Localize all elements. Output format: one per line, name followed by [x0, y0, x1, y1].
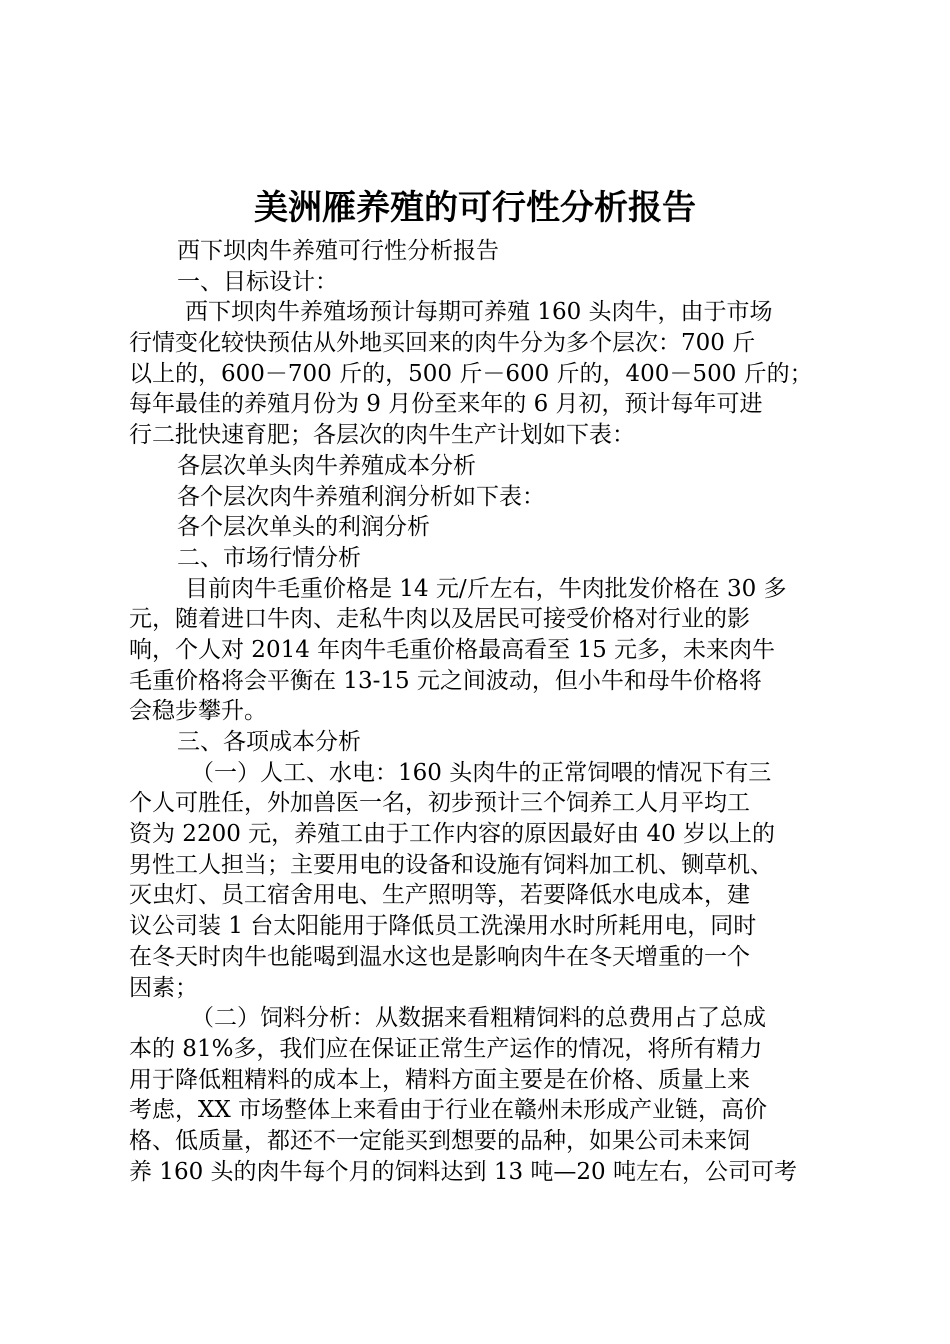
paragraph-line: 格、低质量，都还不一定能买到想要的品种，如果公司未来饲: [129, 1127, 750, 1154]
paragraph-line: 目前肉牛毛重价格是 14 元/斤左右，牛肉批发价格在 30 多: [185, 575, 787, 602]
paragraph-line: 用于降低粗精料的成本上，精料方面主要是在价格、质量上来: [129, 1066, 750, 1093]
section-heading: 二、市场行情分析: [177, 544, 361, 571]
section-heading: 三、各项成本分析: [177, 729, 361, 755]
paragraph-line: 元，随着进口牛肉、走私牛肉以及居民可接受价格对行业的影: [129, 606, 750, 633]
paragraph-line: 每年最佳的养殖月份为 9 月份至来年的 6 月初，预计每年可进: [129, 391, 763, 418]
section-heading: 一、目标设计：: [177, 268, 338, 295]
paragraph-line: 资为 2200 元，养殖工由于工作内容的原因最好由 40 岁以上的: [129, 821, 776, 848]
table-caption: 各个层次肉牛养殖利润分析如下表：: [177, 483, 545, 510]
paragraph-line: 以上的，600－700 斤的，500 斤－600 斤的，400－500 斤的；: [129, 360, 813, 387]
paragraph-line: 养 160 头的肉牛每个月的饲料达到 13 吨—20 吨左右，公司可考: [129, 1158, 797, 1185]
paragraph-line: 因素；: [129, 974, 198, 1001]
paragraph-line: 议公司装 1 台太阳能用于降低员工洗澡用水时所耗用电，同时: [129, 913, 757, 940]
paragraph-line: 毛重价格将会平衡在 13-15 元之间波动，但小牛和母牛价格将: [129, 667, 762, 694]
paragraph-line: 男性工人担当；主要用电的设备和设施有饲料加工机、铡草机、: [129, 851, 773, 878]
paragraph-line: 响，个人对 2014 年肉牛毛重价格最高看至 15 元多，未来肉牛: [129, 636, 776, 663]
paragraph-line: （一）人工、水电：160 头肉牛的正常饲喂的情况下有三: [191, 759, 772, 786]
table-caption: 各个层次单头的利润分析: [177, 514, 430, 541]
paragraph-line: 西下坝肉牛养殖场预计每期可养殖 160 头肉牛，由于市场: [185, 299, 773, 326]
document-title: 美洲雁养殖的可行性分析报告: [254, 188, 696, 228]
paragraph-line: （二）饲料分析：从数据来看粗精饲料的总费用占了总成: [191, 1005, 766, 1032]
paragraph-line: 行二批快速育肥；各层次的肉牛生产计划如下表：: [129, 422, 635, 449]
paragraph-line: 考虑，XX 市场整体上来看由于行业在赣州未形成产业链，高价: [129, 1097, 768, 1124]
paragraph-line: 会稳步攀升。: [129, 698, 267, 725]
subtitle-line: 西下坝肉牛养殖可行性分析报告: [177, 238, 499, 264]
paragraph-line: 在冬天时肉牛也能喝到温水这也是影响肉牛在冬天增重的一个: [129, 943, 750, 970]
paragraph-line: 本的 81%多，我们应在保证正常生产运作的情况，将所有精力: [129, 1035, 763, 1062]
table-caption: 各层次单头肉牛养殖成本分析: [177, 452, 476, 479]
paragraph-line: 个人可胜任，外加兽医一名，初步预计三个饲养工人月平均工: [129, 790, 750, 817]
document-body: [129, 236, 834, 1187]
paragraph-line: 行情变化较快预估从外地买回来的肉牛分为多个层次：700 斤: [129, 330, 756, 357]
paragraph-line: 灭虫灯、员工宿舍用电、生产照明等，若要降低水电成本，建: [129, 882, 750, 909]
